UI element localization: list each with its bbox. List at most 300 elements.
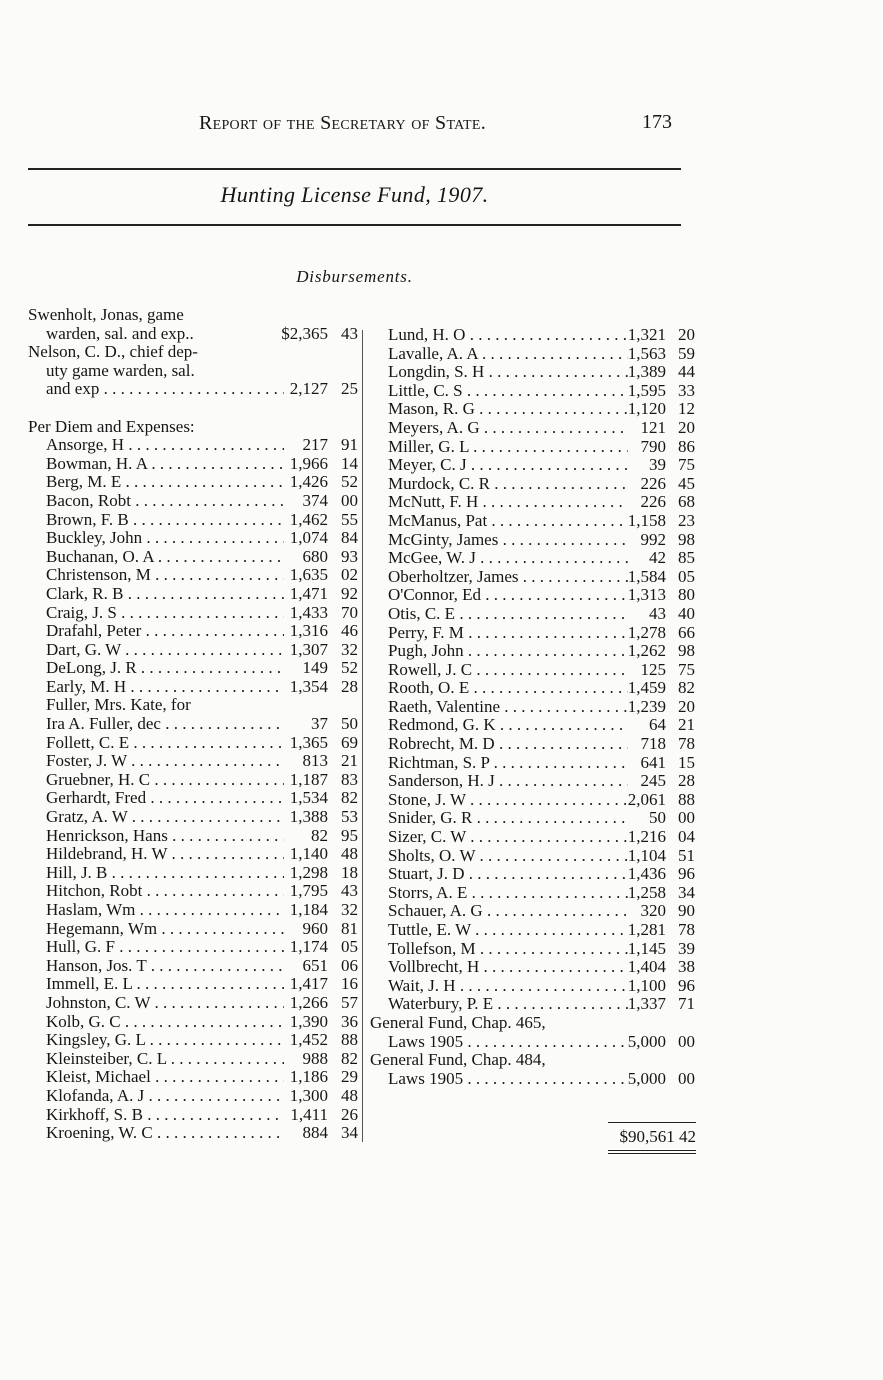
payee-name: Kirkhoff, S. B . . . <box>28 1106 284 1125</box>
amount-cents: 18 <box>341 862 358 882</box>
amount-cents: 85 <box>678 548 695 568</box>
amount-dollars: 992 <box>640 529 666 549</box>
payee-name: Robrecht, M. D . . . <box>370 735 628 754</box>
amount-dollars: 1,321 <box>627 325 666 344</box>
ledger-row <box>370 902 700 921</box>
ledger-row <box>28 641 358 660</box>
ledger-row <box>28 604 358 623</box>
ledger-row <box>28 920 358 939</box>
payee-name: uty game warden, sal. <box>46 361 195 380</box>
ledger-row <box>370 586 700 605</box>
title-rule <box>28 224 681 226</box>
payee-name: Laws 1905 . . . <box>370 1033 628 1052</box>
payee-name: O'Connor, Ed . . . <box>370 586 628 605</box>
amount-cents: 32 <box>341 900 358 919</box>
amount-cents: 00 <box>678 1031 695 1051</box>
amount-cents: 59 <box>678 343 695 363</box>
ledger-row <box>370 698 700 717</box>
amount-cents: 81 <box>341 918 358 938</box>
ledger-row <box>370 1051 700 1070</box>
payee-name: Kleinsteiber, C. L . . . <box>28 1050 284 1069</box>
amount-cents: 48 <box>341 844 358 864</box>
amount-dollars: 1,100 <box>627 975 666 995</box>
payee-name: Foster, J. W . . . <box>28 752 284 771</box>
payee-name: Tuttle, E. W . . . <box>370 921 628 940</box>
ledger-row <box>28 362 358 381</box>
payee-name: Miller, G. L . . . <box>370 438 628 457</box>
payee-name: Kleist, Michael . . . <box>28 1068 284 1087</box>
ledger-row <box>370 865 700 884</box>
amount-cents: 91 <box>341 435 358 455</box>
amount-cents: 71 <box>678 994 695 1014</box>
amount-dollars: 1,436 <box>627 864 666 884</box>
amount-cents: 26 <box>341 1104 358 1124</box>
payee-name: Johnston, C. W . . . <box>28 994 284 1013</box>
amount-cents: 45 <box>678 473 695 493</box>
amount-dollars: 1,471 <box>289 583 328 603</box>
amount-dollars: $2,365 <box>281 323 328 343</box>
amount-dollars: 1,074 <box>289 528 328 548</box>
payee-name: Storrs, A. E . . . <box>370 884 628 903</box>
ledger-spacer <box>28 399 358 418</box>
amount-cents: 46 <box>341 621 358 641</box>
payee-name: McNutt, F. H . . . <box>370 493 628 512</box>
payee-name: Nelson, C. D., chief dep- <box>28 343 198 362</box>
amount-dollars: 121 <box>640 417 666 437</box>
ledger-row <box>370 605 700 624</box>
payee-name: DeLong, J. R . . . <box>28 659 284 678</box>
payee-name: Waterbury, P. E . . . <box>370 995 628 1014</box>
payee-name: McGee, W. J . . . <box>370 549 628 568</box>
ledger-row <box>370 531 700 550</box>
payee-name: Ansorge, H . . . <box>28 436 284 455</box>
right-column <box>370 326 700 1088</box>
grand-total: $90,561 42 <box>619 1127 696 1146</box>
payee-name: Otis, C. E . . . <box>370 605 628 624</box>
ledger-row <box>28 548 358 567</box>
ledger-row <box>370 791 700 810</box>
amount-cents: 38 <box>678 957 695 977</box>
ledger-row <box>28 566 358 585</box>
ledger-row <box>28 1050 358 1069</box>
payee-name: Stuart, J. D . . . <box>370 865 628 884</box>
payee-name: Pugh, John . . . <box>370 642 628 661</box>
amount-dollars: 1,298 <box>289 862 328 882</box>
amount-cents: 44 <box>678 362 695 382</box>
ledger-row <box>28 1124 358 1143</box>
payee-name: Hegemann, Wm . . . <box>28 920 284 939</box>
payee-name: Swenholt, Jonas, game <box>28 306 184 324</box>
ledger-row <box>28 343 358 362</box>
amount-dollars: 1,426 <box>289 472 328 492</box>
amount-dollars: 1,300 <box>289 1085 328 1105</box>
ledger-row <box>28 994 358 1013</box>
amount-cents: 33 <box>678 380 695 400</box>
amount-dollars: 1,104 <box>627 845 666 865</box>
amount-cents: 51 <box>678 845 695 865</box>
amount-dollars: 64 <box>649 715 666 735</box>
ledger-row <box>370 847 700 866</box>
payee-name: Per Diem and Expenses: <box>28 417 195 436</box>
amount-cents: 50 <box>341 714 358 734</box>
amount-dollars: 1,966 <box>289 453 328 473</box>
amount-cents: 43 <box>341 323 358 343</box>
amount-cents: 82 <box>678 678 695 698</box>
payee-name: Oberholtzer, James . . . <box>370 568 628 587</box>
amount-dollars: 1,281 <box>627 920 666 939</box>
payee-name: Little, C. S . . . <box>370 382 628 401</box>
payee-name: Lavalle, A. A . . . <box>370 345 628 364</box>
ledger-row <box>28 418 358 437</box>
ledger-row <box>28 436 358 455</box>
payee-name: Kingsley, G. L . . . <box>28 1031 284 1050</box>
total-rule <box>608 1122 696 1123</box>
amount-dollars: 43 <box>649 603 666 623</box>
ledger-row <box>370 754 700 773</box>
amount-dollars: 813 <box>302 751 328 771</box>
amount-cents: 88 <box>341 1030 358 1050</box>
ledger-row <box>370 716 700 735</box>
column-divider <box>362 330 363 1142</box>
payee-name: Hildebrand, H. W . . . <box>28 845 284 864</box>
amount-cents: 52 <box>341 472 358 492</box>
ledger-row <box>28 1013 358 1032</box>
amount-cents: 90 <box>678 901 695 921</box>
ledger-row <box>370 512 700 531</box>
amount-dollars: 718 <box>640 734 666 754</box>
ledger-row <box>370 363 700 382</box>
amount-cents: 32 <box>341 639 358 659</box>
payee-name: Dart, G. W . . . <box>28 641 284 660</box>
amount-cents: 28 <box>678 771 695 791</box>
payee-name: Meyers, A. G . . . <box>370 419 628 438</box>
ledger-row <box>370 400 700 419</box>
amount-dollars: 1,307 <box>289 639 328 659</box>
amount-dollars: 2,061 <box>627 789 666 809</box>
payee-name: Lund, H. O . . . <box>370 326 628 345</box>
ledger-row <box>370 940 700 959</box>
payee-name: Schauer, A. G . . . <box>370 902 628 921</box>
amount-dollars: 1,337 <box>627 994 666 1014</box>
amount-cents: 34 <box>341 1123 358 1143</box>
payee-name: and exp . . . <box>28 380 284 399</box>
ledger-row <box>370 735 700 754</box>
ledger-row <box>28 882 358 901</box>
amount-cents: 02 <box>341 565 358 585</box>
ledger-row <box>28 938 358 957</box>
payee-name: Clark, R. B . . . <box>28 585 284 604</box>
amount-dollars: 1,411 <box>290 1104 328 1124</box>
amount-cents: 55 <box>341 509 358 529</box>
amount-cents: 75 <box>678 659 695 679</box>
ledger-row <box>370 772 700 791</box>
amount-cents: 98 <box>678 529 695 549</box>
ledger-row <box>28 511 358 530</box>
ledger-row <box>28 808 358 827</box>
ledger-row <box>370 456 700 475</box>
amount-cents: 70 <box>341 602 358 622</box>
amount-dollars: 1,216 <box>627 827 666 847</box>
amount-cents: 86 <box>678 436 695 456</box>
total-double-rule-2 <box>608 1153 696 1154</box>
amount-dollars: 149 <box>302 658 328 678</box>
ledger-row <box>370 549 700 568</box>
amount-dollars: 790 <box>640 436 666 456</box>
amount-cents: 53 <box>341 807 358 827</box>
fund-title: Hunting License Fund, 1907. <box>220 182 489 207</box>
payee-name: General Fund, Chap. 465, <box>370 1013 546 1032</box>
amount-cents: 00 <box>678 808 695 828</box>
ledger-row <box>370 1070 700 1089</box>
left-column <box>28 306 358 1143</box>
ledger-row <box>370 958 700 977</box>
amount-dollars: 1,390 <box>289 1011 328 1031</box>
payee-name: Sizer, C. W . . . <box>370 828 628 847</box>
ledger-row <box>370 661 700 680</box>
amount-cents: 68 <box>678 492 695 512</box>
amount-cents: 40 <box>678 603 695 623</box>
payee-name: McGinty, James . . . <box>370 531 628 550</box>
payee-name: Bowman, H. A . . . <box>28 455 284 474</box>
amount-cents: 29 <box>341 1067 358 1087</box>
ledger-row <box>28 306 358 325</box>
payee-name: Vollbrecht, H . . . <box>370 958 628 977</box>
amount-dollars: 37 <box>311 714 328 734</box>
amount-dollars: 1,313 <box>627 585 666 605</box>
payee-name: Murdock, C. R . . . <box>370 475 628 494</box>
amount-cents: 92 <box>341 583 358 603</box>
ledger-row <box>28 827 358 846</box>
total-double-rule-1 <box>608 1150 696 1151</box>
payee-name: Buckley, John . . . <box>28 529 284 548</box>
amount-dollars: 374 <box>302 490 328 510</box>
amount-cents: 93 <box>341 546 358 566</box>
amount-dollars: 125 <box>640 659 666 679</box>
ledger-row <box>28 845 358 864</box>
payee-name: Early, M. H . . . <box>28 678 284 697</box>
page-number: 173 <box>642 111 672 133</box>
amount-cents: 20 <box>678 417 695 437</box>
amount-cents: 78 <box>678 734 695 754</box>
amount-dollars: 1,278 <box>627 622 666 642</box>
amount-dollars: 1,184 <box>289 900 328 919</box>
amount-cents: 82 <box>341 1048 358 1068</box>
amount-dollars: 1,459 <box>627 678 666 698</box>
payee-name: warden, sal. and exp.. <box>46 324 194 343</box>
amount-cents: 15 <box>678 752 695 772</box>
payee-name: Redmond, G. K . . . <box>370 716 628 735</box>
payee-name: Raeth, Valentine . . . <box>370 698 628 717</box>
amount-dollars: 960 <box>302 918 328 938</box>
payee-name: Hull, G. F . . . <box>28 938 284 957</box>
amount-dollars: 320 <box>640 901 666 921</box>
ledger-row <box>370 382 700 401</box>
amount-cents: 20 <box>678 696 695 716</box>
amount-cents: 98 <box>678 641 695 661</box>
ledger-row <box>28 957 358 976</box>
ledger-row <box>370 326 700 345</box>
payee-name: Berg, M. E . . . <box>28 473 284 492</box>
payee-name: Ira A. Fuller, dec . . . <box>28 715 284 734</box>
amount-cents: 75 <box>678 455 695 475</box>
payee-name: Rooth, O. E . . . <box>370 679 628 698</box>
payee-name: Klofanda, A. J . . . <box>28 1087 284 1106</box>
amount-cents: 69 <box>341 732 358 752</box>
ledger-row <box>28 975 358 994</box>
payee-name: Sholts, O. W . . . <box>370 847 628 866</box>
amount-dollars: 1,145 <box>627 938 666 958</box>
amount-dollars: 5,000 <box>627 1068 666 1088</box>
ledger-row <box>28 1068 358 1087</box>
ledger-row <box>28 529 358 548</box>
amount-cents: 52 <box>341 658 358 678</box>
amount-dollars: 1,795 <box>289 881 328 901</box>
ledger-row <box>370 642 700 661</box>
amount-dollars: 1,187 <box>289 769 328 789</box>
ledger-row <box>370 419 700 438</box>
ledger-row <box>28 492 358 511</box>
payee-name: Gerhardt, Fred . . . <box>28 789 284 808</box>
ledger-row <box>370 438 700 457</box>
payee-name: Tollefson, M . . . <box>370 940 628 959</box>
amount-dollars: 1,404 <box>627 957 666 977</box>
running-head: Report of the Secretary of State. <box>198 112 487 134</box>
ledger-row <box>28 715 358 734</box>
payee-name: Sanderson, H. J . . . <box>370 772 628 791</box>
payee-name: Craig, J. S . . . <box>28 604 284 623</box>
ledger-row <box>28 678 358 697</box>
ledger-row <box>28 789 358 808</box>
amount-cents: 04 <box>678 827 695 847</box>
payee-name: Perry, F. M . . . <box>370 624 628 643</box>
amount-cents: 43 <box>341 881 358 901</box>
ledger-row <box>28 659 358 678</box>
payee-name: Wait, J. H . . . <box>370 977 628 996</box>
amount-cents: 66 <box>678 622 695 642</box>
amount-cents: 21 <box>341 751 358 771</box>
ledger-row <box>370 1033 700 1052</box>
payee-name: Hill, J. B . . . <box>28 864 284 883</box>
amount-cents: 05 <box>678 566 695 586</box>
amount-cents: 95 <box>341 825 358 845</box>
amount-dollars: 42 <box>649 548 666 568</box>
payee-name: General Fund, Chap. 484, <box>370 1051 546 1070</box>
ledger-row <box>370 493 700 512</box>
amount-dollars: 1,354 <box>289 676 328 696</box>
amount-dollars: 1,239 <box>627 696 666 716</box>
payee-name: McManus, Pat . . . <box>370 512 628 531</box>
amount-cents: 57 <box>341 992 358 1012</box>
amount-dollars: 680 <box>302 546 328 566</box>
amount-dollars: 1,388 <box>289 807 328 827</box>
payee-name: Richtman, S. P . . . <box>370 754 628 773</box>
amount-dollars: 50 <box>649 808 666 828</box>
amount-cents: 12 <box>678 399 695 419</box>
ledger-row <box>370 679 700 698</box>
amount-cents: 80 <box>678 585 695 605</box>
section-title: Disbursements. <box>296 267 413 286</box>
ledger-row <box>370 1014 700 1033</box>
ledger-row <box>28 1106 358 1125</box>
payee-name: Gruebner, H. C . . . <box>28 771 284 790</box>
payee-name: Henrickson, Hans . . . <box>28 827 284 846</box>
amount-cents: 96 <box>678 975 695 995</box>
amount-dollars: 1,258 <box>627 882 666 902</box>
ledger-row <box>28 696 358 715</box>
payee-name: Brown, F. B . . . <box>28 511 284 530</box>
amount-cents: 16 <box>341 974 358 994</box>
amount-cents: 88 <box>678 789 695 809</box>
amount-dollars: 5,000 <box>627 1031 666 1051</box>
amount-dollars: 1,266 <box>289 992 328 1012</box>
payee-name: Stone, J. W . . . <box>370 791 628 810</box>
amount-dollars: 1,262 <box>627 641 666 661</box>
payee-name: Longdin, S. H . . . <box>370 363 628 382</box>
ledger-row <box>28 622 358 641</box>
amount-dollars: 641 <box>640 752 666 772</box>
amount-cents: 21 <box>678 715 695 735</box>
ledger-row <box>28 380 358 399</box>
amount-cents: 78 <box>678 920 695 939</box>
ledger-row <box>370 475 700 494</box>
payee-name: Kolb, G. C . . . <box>28 1013 284 1032</box>
payee-name: Rowell, J. C . . . <box>370 661 628 680</box>
payee-name: Follett, C. E . . . <box>28 734 284 753</box>
amount-dollars: 217 <box>302 435 328 455</box>
amount-dollars: 1,563 <box>627 343 666 363</box>
amount-cents: 00 <box>341 490 358 510</box>
ledger-row <box>370 568 700 587</box>
ledger-row <box>28 734 358 753</box>
ledger-row <box>370 995 700 1014</box>
payee-name: Laws 1905 . . . <box>370 1070 628 1089</box>
amount-cents: 83 <box>341 769 358 789</box>
ledger-row <box>28 473 358 492</box>
amount-cents: 82 <box>341 788 358 808</box>
amount-dollars: 1,365 <box>289 732 328 752</box>
amount-cents: 84 <box>341 528 358 548</box>
ledger-row <box>370 977 700 996</box>
amount-dollars: 1,186 <box>289 1067 328 1087</box>
amount-dollars: 1,433 <box>289 602 328 622</box>
amount-cents: 05 <box>341 937 358 957</box>
amount-dollars: 988 <box>302 1048 328 1068</box>
payee-name: Meyer, C. J . . . <box>370 456 628 475</box>
payee-name: Bacon, Robt . . . <box>28 492 284 511</box>
payee-name: Kroening, W. C . . . <box>28 1124 284 1143</box>
amount-dollars: 1,584 <box>627 566 666 586</box>
ledger-row <box>28 901 358 920</box>
amount-cents: 00 <box>678 1068 695 1088</box>
amount-cents: 25 <box>341 379 358 399</box>
amount-cents: 28 <box>341 676 358 696</box>
top-rule <box>28 168 681 170</box>
amount-cents: 39 <box>678 938 695 958</box>
amount-dollars: 1,417 <box>289 974 328 994</box>
amount-dollars: 1,158 <box>627 510 666 530</box>
payee-name: Christenson, M . . . <box>28 566 284 585</box>
amount-cents: 34 <box>678 882 695 902</box>
amount-dollars: 82 <box>311 825 328 845</box>
amount-dollars: 1,452 <box>289 1030 328 1050</box>
ledger-row <box>370 624 700 643</box>
ledger-row <box>28 585 358 604</box>
amount-dollars: 1,174 <box>289 937 328 957</box>
ledger-row <box>370 884 700 903</box>
amount-cents: 48 <box>341 1085 358 1105</box>
payee-name: Snider, G. R . . . <box>370 809 628 828</box>
amount-dollars: 226 <box>640 473 666 493</box>
